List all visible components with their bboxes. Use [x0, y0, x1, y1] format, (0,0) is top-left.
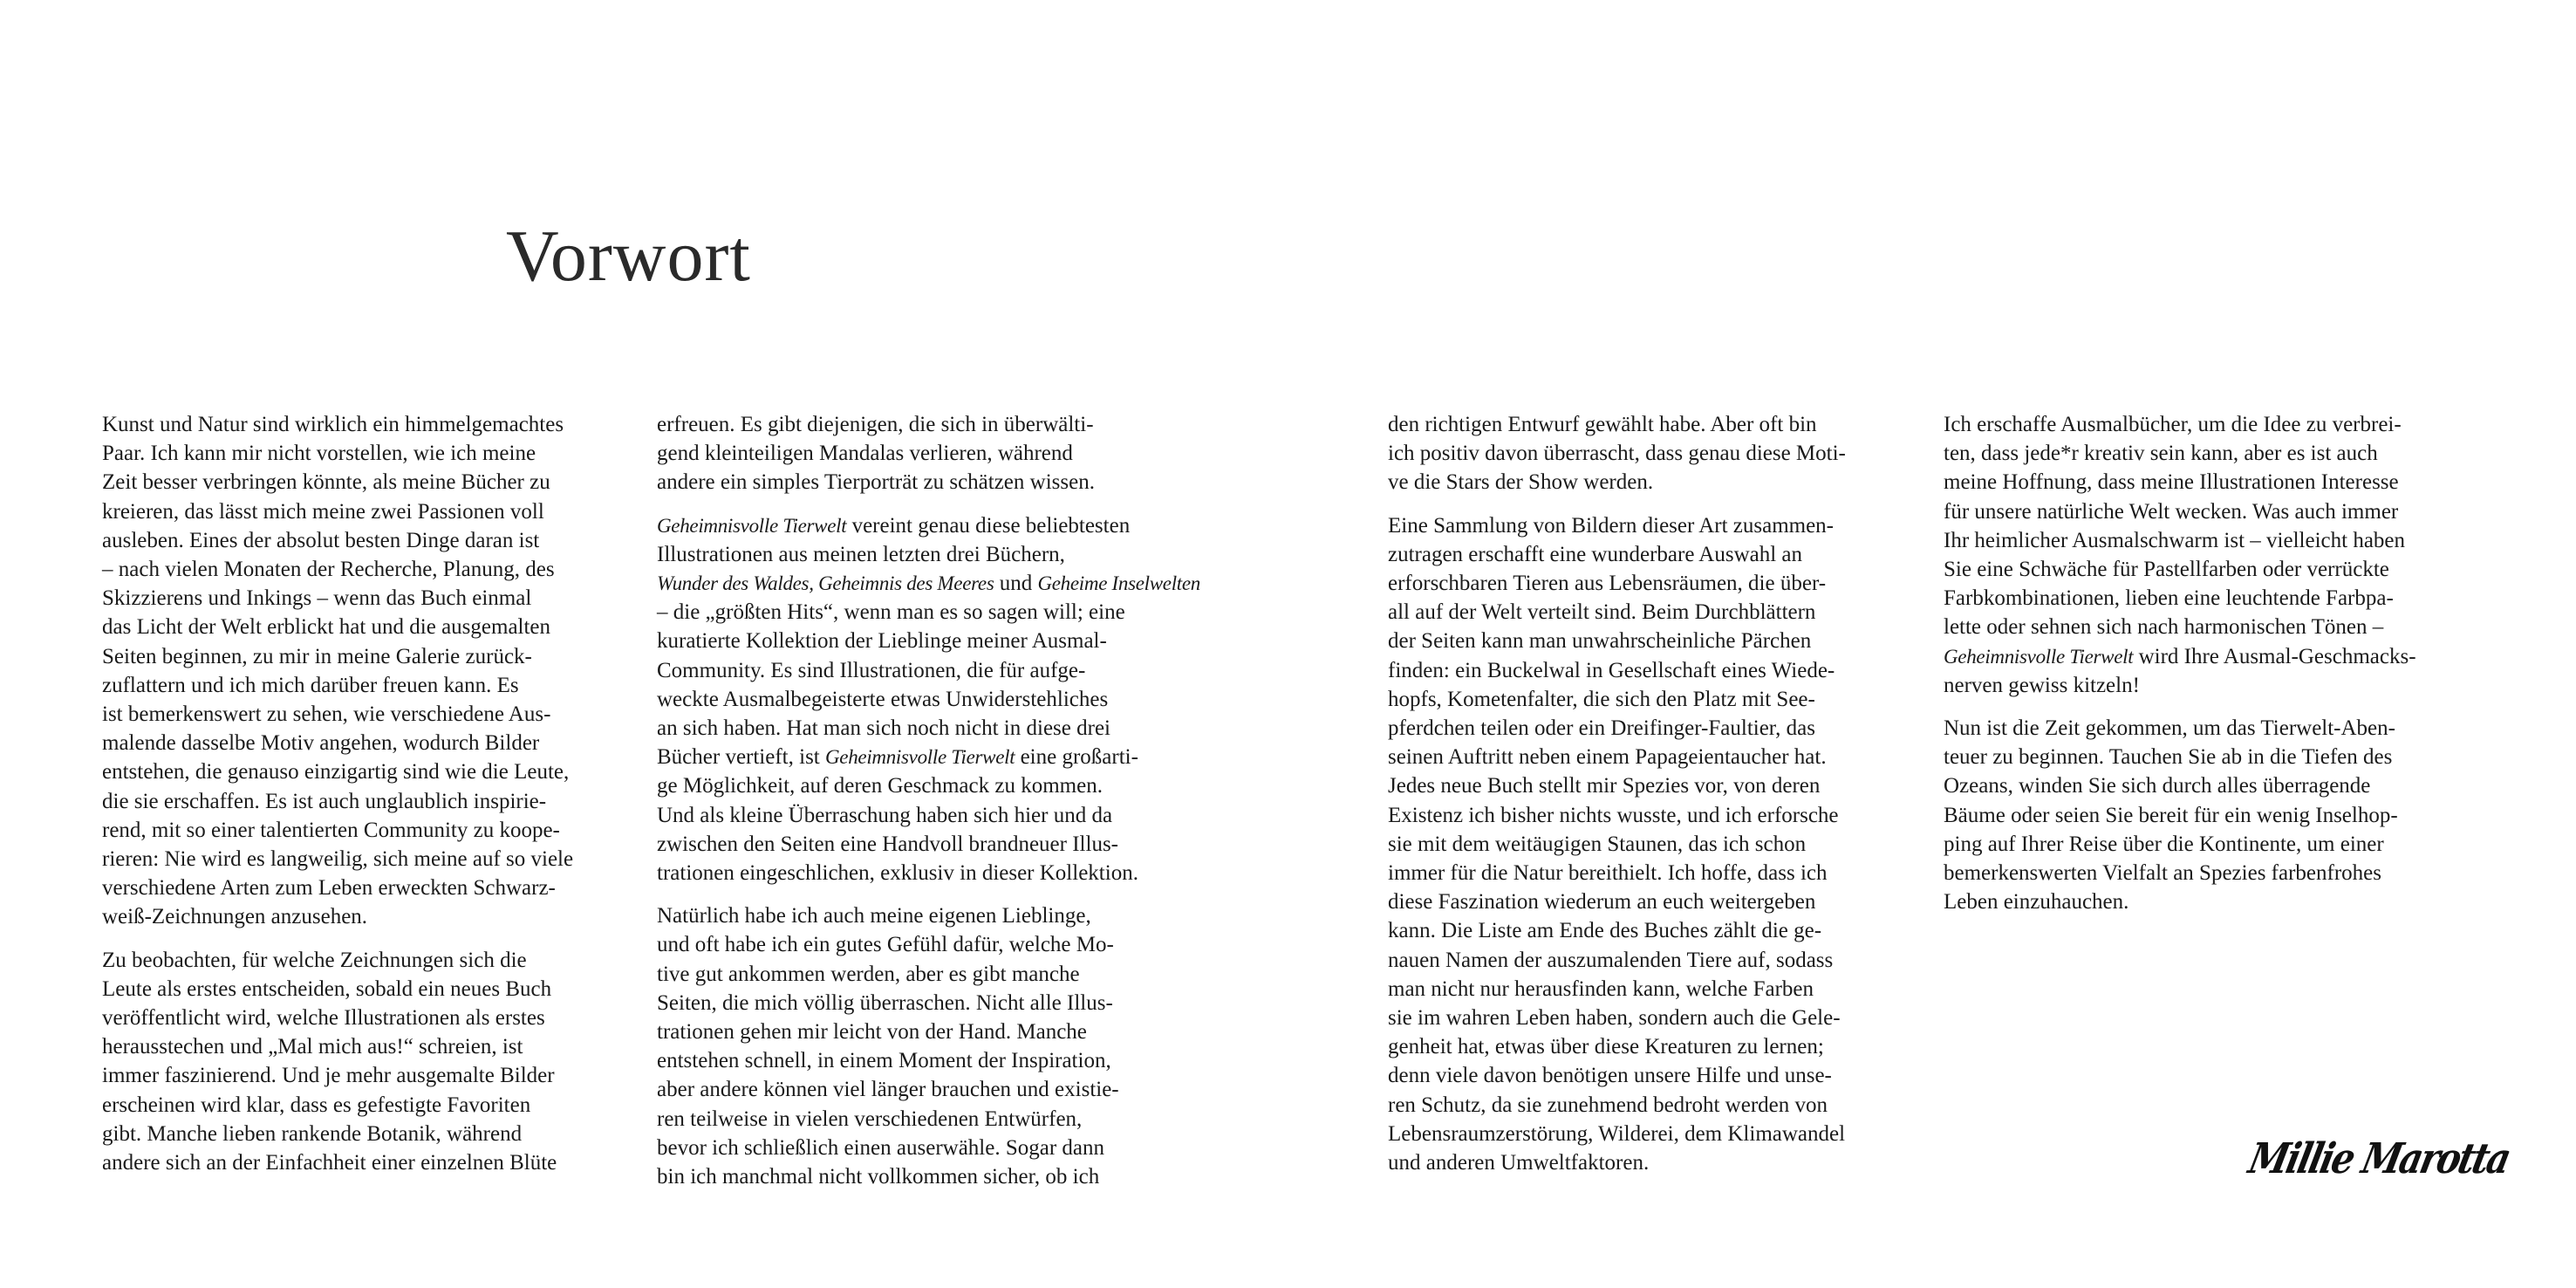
- text-line: Ozeans, winden Sie sich durch alles überragende: [1944, 774, 2371, 798]
- text-line: [657, 569, 1215, 598]
- text-line: ausleben. Eines der absolut besten Dinge daran ist: [102, 528, 540, 552]
- text-line: verschiedene Arten zum Leben erweckten Schwarz-: [102, 876, 556, 901]
- text-line: Zu beobachten, für welche Zeichnungen sich die: [102, 948, 527, 972]
- text-line: gend kleinteiligen Mandalas verlieren, während: [657, 442, 1073, 466]
- author-signature: Millie Marotta: [2245, 1134, 2514, 1183]
- text-line: tive gut ankommen werden, aber es gibt manche: [657, 962, 1080, 986]
- text-line: Und als kleine Überraschung haben sich hier und da: [657, 803, 1113, 827]
- text-line: Ihr heimlicher Ausmalschwarm ist – vielleicht haben: [1944, 528, 2406, 552]
- text-line: sie im wahren Leben haben, sondern auch die Gele-: [1388, 1006, 1841, 1031]
- text-line: ren teilweise in vielen verschiedenen Entwürfen,: [657, 1106, 1083, 1131]
- text-line: rend, mit so einer talentierten Community zu koope-: [102, 818, 560, 842]
- text-line: ist bemerkenswert zu sehen, wie verschiedene Aus-: [102, 702, 551, 727]
- text-line: Natürlich habe ich auch meine eigenen Lieblinge,: [657, 904, 1091, 928]
- book-title: Geheimnisvolle Tierwelt: [825, 746, 1015, 769]
- text-line: aber andere können viel länger brauchen und existie-: [657, 1078, 1119, 1102]
- text-line: [657, 511, 1215, 540]
- text-segment: wird Ihre Ausmal-Geschmacks-: [2133, 644, 2416, 668]
- text-line: denn viele davon benötigen unsere Hilfe und unse-: [1388, 1064, 1832, 1088]
- paragraph: [1944, 410, 2502, 700]
- text-line: nauen Namen der auszumalenden Tiere auf, sodass: [1388, 948, 1834, 972]
- text-line: zutragen erschafft eine wunderbare Auswahl an: [1388, 542, 1803, 566]
- text-line: der Seiten kann man unwahrscheinliche Pärchen: [1388, 629, 1812, 654]
- text-line: meine Hoffnung, dass meine Illustrationen Interesse: [1944, 470, 2399, 495]
- text-line: hopfs, Kometenfalter, die sich den Platz mit See-: [1388, 687, 1815, 711]
- text-segment: eine großarti-: [1015, 745, 1138, 770]
- paragraph: [1944, 714, 2502, 916]
- text-line: malende dasselbe Motiv angehen, wodurch Bilder: [102, 731, 540, 756]
- text-line: man nicht nur herausfinden kann, welche Farben: [1388, 976, 1814, 1001]
- text-line: all auf der Welt verteilt sind. Beim Durchblättern: [1388, 600, 1816, 625]
- text-line: weckte Ausmalbegeisterte etwas Unwiderstehliches: [657, 687, 1109, 711]
- text-line: rieren: Nie wird es langweilig, sich meine auf so viele: [102, 847, 574, 872]
- text-line: Zeit besser verbringen könnte, als meine Bücher zu: [102, 470, 550, 495]
- text-line: ve die Stars der Show werden.: [1388, 470, 1654, 495]
- text-line: veröffentlicht wird, welche Illustrationen als erstes: [102, 1006, 545, 1031]
- book-title: Geheimnisvolle Tierwelt: [1944, 645, 2134, 668]
- text-line: [1944, 642, 2502, 671]
- paragraph: [657, 410, 1215, 497]
- text-line: Jedes neue Buch stellt mir Spezies vor, von deren: [1388, 774, 1821, 798]
- text-line: und oft habe ich ein gutes Gefühl dafür, welche Mo-: [657, 933, 1114, 957]
- text-line: Seiten beginnen, zu mir in meine Galerie zurück-: [102, 644, 532, 668]
- text-line: Skizzierens und Inkings – wenn das Buch einmal: [102, 586, 532, 611]
- text-line: Community. Es sind Illustrationen, die für aufge-: [657, 658, 1086, 682]
- text-line: bemerkenswerten Vielfalt an Spezies farbenfrohes: [1944, 861, 2381, 886]
- text-line: – nach vielen Monaten der Recherche, Planung, des: [102, 558, 555, 582]
- text-line: finden: ein Buckelwal in Gesellschaft eines Wiede-: [1388, 658, 1835, 682]
- text-column-1: [102, 410, 660, 1191]
- text-line: kann. Die Liste am Ende des Buches zählt die ge-: [1388, 919, 1822, 943]
- paragraph: [657, 511, 1215, 888]
- text-line: entstehen, die genauso einzigartig sind wie die Leute,: [102, 760, 570, 784]
- text-line: Leben einzuhauchen.: [1944, 890, 2129, 915]
- text-line: bevor ich schließlich einen auserwähle. Sogar dann: [657, 1135, 1105, 1160]
- paragraph: [102, 946, 660, 1178]
- text-line: ten, dass jede*r kreativ sein kann, aber es ist auch: [1944, 442, 2378, 466]
- text-line: sie mit dem weitäugigen Staunen, das ich schon: [1388, 832, 1807, 856]
- text-segment: vereint genau diese beliebtesten: [846, 513, 1131, 538]
- text-line: Nun ist die Zeit gekommen, um das Tierwelt-Aben-: [1944, 716, 2395, 741]
- text-line: ren Schutz, da sie zunehmend bedroht werden von: [1388, 1093, 1828, 1117]
- text-line: zuflattern und ich mich darüber freuen kann. Es: [102, 673, 519, 697]
- text-line: lette oder sehnen sich nach harmonischen Tönen –: [1944, 615, 2384, 640]
- text-line: immer faszinierend. Und je mehr ausgemalte Bilder: [102, 1064, 555, 1088]
- text-segment: Bücher vertieft, ist: [657, 745, 825, 770]
- text-line: erscheinen wird klar, dass es gefestigte Favoriten: [102, 1093, 531, 1117]
- text-line: herausstechen und „Mal mich aus!“ schreien, ist: [102, 1035, 523, 1059]
- text-column-3: [1388, 410, 1946, 1191]
- text-line: genheit hat, etwas über diese Kreaturen zu lernen;: [1388, 1035, 1824, 1059]
- text-column-4: [1944, 410, 2502, 930]
- text-line: den richtigen Entwurf gewählt habe. Aber oft bin: [1388, 413, 1817, 436]
- text-line: Sie eine Schwäche für Pastellfarben oder verrückte: [1944, 558, 2389, 582]
- text-line: Paar. Ich kann mir nicht vorstellen, wie ich meine: [102, 442, 536, 466]
- text-line: Leute als erstes entscheiden, sobald ein neues Buch: [102, 976, 552, 1001]
- text-line: Existenz ich bisher nichts wusste, und ich erforsche: [1388, 803, 1839, 827]
- text-line: immer für die Natur bereithielt. Ich hoffe, dass ich: [1388, 861, 1828, 886]
- text-line: für unsere natürliche Welt wecken. Was auch immer: [1944, 499, 2399, 524]
- book-title: Geheime Inselwelten: [1037, 572, 1201, 595]
- text-line: bin ich manchmal nicht vollkommen sicher, ob ich: [657, 1165, 1100, 1189]
- text-line: entstehen schnell, in einem Moment der Inspiration,: [657, 1049, 1111, 1073]
- paragraph: [1388, 410, 1946, 497]
- text-line: pferdchen teilen oder ein Dreifinger-Faultier, das: [1388, 716, 1815, 741]
- text-line: seinen Auftritt neben einem Papageientaucher hat.: [1388, 745, 1827, 770]
- text-line: Seiten, die mich völlig überraschen. Nicht alle Illus-: [657, 990, 1113, 1015]
- text-line: erfreuen. Es gibt diejenigen, die sich in überwälti-: [657, 413, 1094, 436]
- text-line: kuratierte Kollektion der Lieblinge meiner Ausmal-: [657, 629, 1107, 654]
- paragraph: [102, 410, 660, 932]
- text-line: Farbkombinationen, lieben eine leuchtende Farbpa-: [1944, 586, 2394, 611]
- text-line: Illustrationen aus meinen letzten drei Büchern,: [657, 542, 1065, 566]
- text-line: ge Möglichkeit, auf deren Geschmack zu kommen.: [657, 774, 1103, 798]
- paragraph: [1388, 511, 1946, 1178]
- text-line: [657, 743, 1215, 771]
- text-line: Lebensraumzerstörung, Wilderei, dem Klimawandel: [1388, 1121, 1846, 1146]
- text-line: weiß-Zeichnungen anzusehen.: [102, 905, 368, 929]
- text-line: diese Faszination wiederum an euch weitergeben: [1388, 890, 1816, 915]
- text-line: Bäume oder seien Sie bereit für ein wenig Inselhop-: [1944, 803, 2398, 827]
- text-segment: und: [994, 572, 1038, 596]
- text-line: an sich haben. Hat man sich noch nicht in diese drei: [657, 716, 1110, 741]
- text-line: erforschbaren Tieren aus Lebensräumen, die über-: [1388, 572, 1827, 596]
- text-line: Eine Sammlung von Bildern dieser Art zusammen-: [1388, 513, 1835, 538]
- text-line: die sie erschaffen. Es ist auch unglaublich inspirie-: [102, 789, 547, 813]
- text-line: teuer zu beginnen. Tauchen Sie ab in die Tiefen des: [1944, 745, 2393, 770]
- text-line: – die „größten Hits“, wenn man es so sagen will; eine: [657, 600, 1125, 625]
- text-line: andere sich an der Einfachheit einer einzelnen Blüte: [102, 1151, 557, 1175]
- text-column-2: [657, 410, 1215, 1205]
- paragraph: [657, 901, 1215, 1191]
- book-title: Geheimnisvolle Tierwelt: [657, 514, 847, 537]
- text-line: zwischen den Seiten eine Handvoll brandneuer Illus-: [657, 832, 1118, 856]
- page-title: Vorwort: [506, 216, 751, 298]
- book-title: Wunder des Waldes, Geheimnis des Meeres: [657, 572, 994, 595]
- text-line: Ich erschaffe Ausmalbücher, um die Idee zu verbrei-: [1944, 413, 2402, 436]
- text-line: Kunst und Natur sind wirklich ein himmelgemachtes: [102, 413, 564, 436]
- text-line: kreieren, das lässt mich meine zwei Passionen voll: [102, 499, 544, 524]
- text-line: gibt. Manche lieben rankende Botanik, während: [102, 1121, 523, 1146]
- text-line: nerven gewiss kitzeln!: [1944, 673, 2140, 697]
- text-line: trationen gehen mir leicht von der Hand. Manche: [657, 1020, 1087, 1045]
- text-line: trationen eingeschlichen, exklusiv in dieser Kollektion.: [657, 861, 1138, 886]
- text-line: andere ein simples Tierporträt zu schätzen wissen.: [657, 470, 1095, 495]
- text-line: das Licht der Welt erblickt hat und die ausgemalten: [102, 615, 551, 640]
- text-line: und anderen Umweltfaktoren.: [1388, 1151, 1650, 1175]
- text-line: ping auf Ihrer Reise über die Kontinente, um einer: [1944, 832, 2384, 856]
- text-line: ich positiv davon überrascht, dass genau diese Moti-: [1388, 442, 1846, 466]
